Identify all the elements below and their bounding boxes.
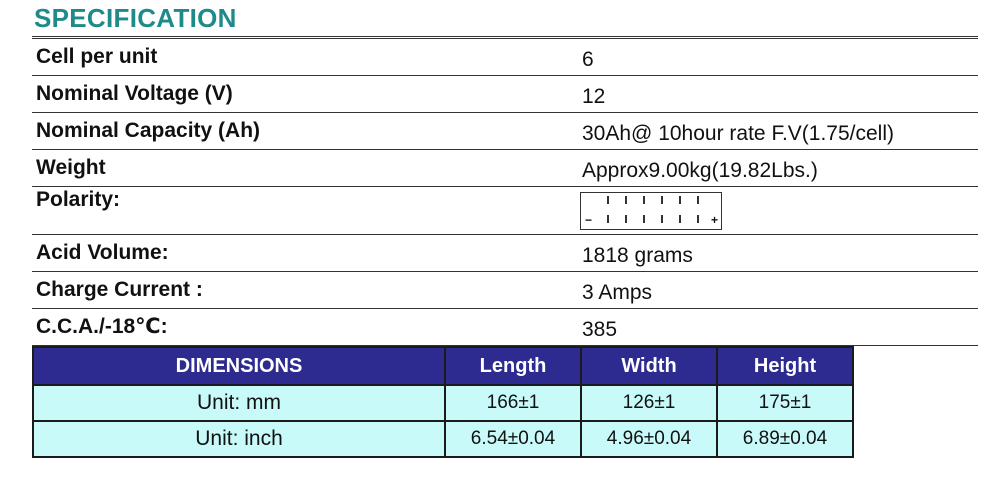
spec-value: 30Ah@ 10hour rate F.V(1.75/cell) — [582, 122, 894, 145]
specification-table — [32, 36, 978, 346]
spec-row-cell-per-unit — [32, 39, 978, 76]
page-title: SPECIFICATION — [34, 3, 237, 33]
spec-value: 6 — [582, 48, 594, 71]
length-header: Length — [445, 347, 581, 385]
height-header: Height — [717, 347, 853, 385]
spec-row-charge-current — [32, 272, 978, 309]
dimensions-header: DIMENSIONS — [33, 347, 445, 385]
height-cell: 175±1 — [717, 385, 853, 421]
spec-label: Weight — [36, 156, 106, 179]
polarity-diagram — [580, 192, 722, 230]
spec-row-polarity — [32, 187, 978, 235]
dimensions-table — [32, 346, 854, 458]
spec-label: Charge Current : — [36, 278, 203, 301]
spec-row-nominal-voltage — [32, 76, 978, 113]
positive-terminal-icon: + — [710, 213, 718, 227]
spec-value: 12 — [582, 85, 606, 108]
width-cell: 126±1 — [581, 385, 717, 421]
spec-label: C.C.A./-18℃: — [36, 315, 168, 338]
unit-cell: Unit: mm — [33, 385, 445, 421]
spec-label: Nominal Voltage (V) — [36, 82, 233, 105]
spec-row-nominal-capacity — [32, 113, 978, 150]
table-row — [33, 421, 853, 457]
spec-label: Cell per unit — [36, 45, 158, 68]
spec-label: Nominal Capacity (Ah) — [36, 119, 261, 142]
width-header: Width — [581, 347, 717, 385]
width-cell: 4.96±0.04 — [581, 421, 717, 457]
spec-row-acid-volume — [32, 235, 978, 272]
spec-value: 1818 grams — [582, 244, 693, 267]
spec-row-weight — [32, 150, 978, 187]
unit-cell: Unit: inch — [33, 421, 445, 457]
spec-value: Approx9.00kg(19.82Lbs.) — [582, 159, 818, 182]
height-cell: 6.89±0.04 — [717, 421, 853, 457]
spec-label: Acid Volume: — [36, 241, 169, 264]
spec-value: 385 — [582, 318, 618, 341]
table-row — [33, 385, 853, 421]
negative-terminal-icon: − — [585, 213, 593, 227]
spec-label: Polarity: — [36, 188, 121, 211]
spec-row-cca — [32, 309, 978, 346]
length-cell: 6.54±0.04 — [445, 421, 581, 457]
dimensions-header-row — [33, 347, 853, 385]
length-cell: 166±1 — [445, 385, 581, 421]
spec-value: 3 Amps — [582, 281, 653, 304]
